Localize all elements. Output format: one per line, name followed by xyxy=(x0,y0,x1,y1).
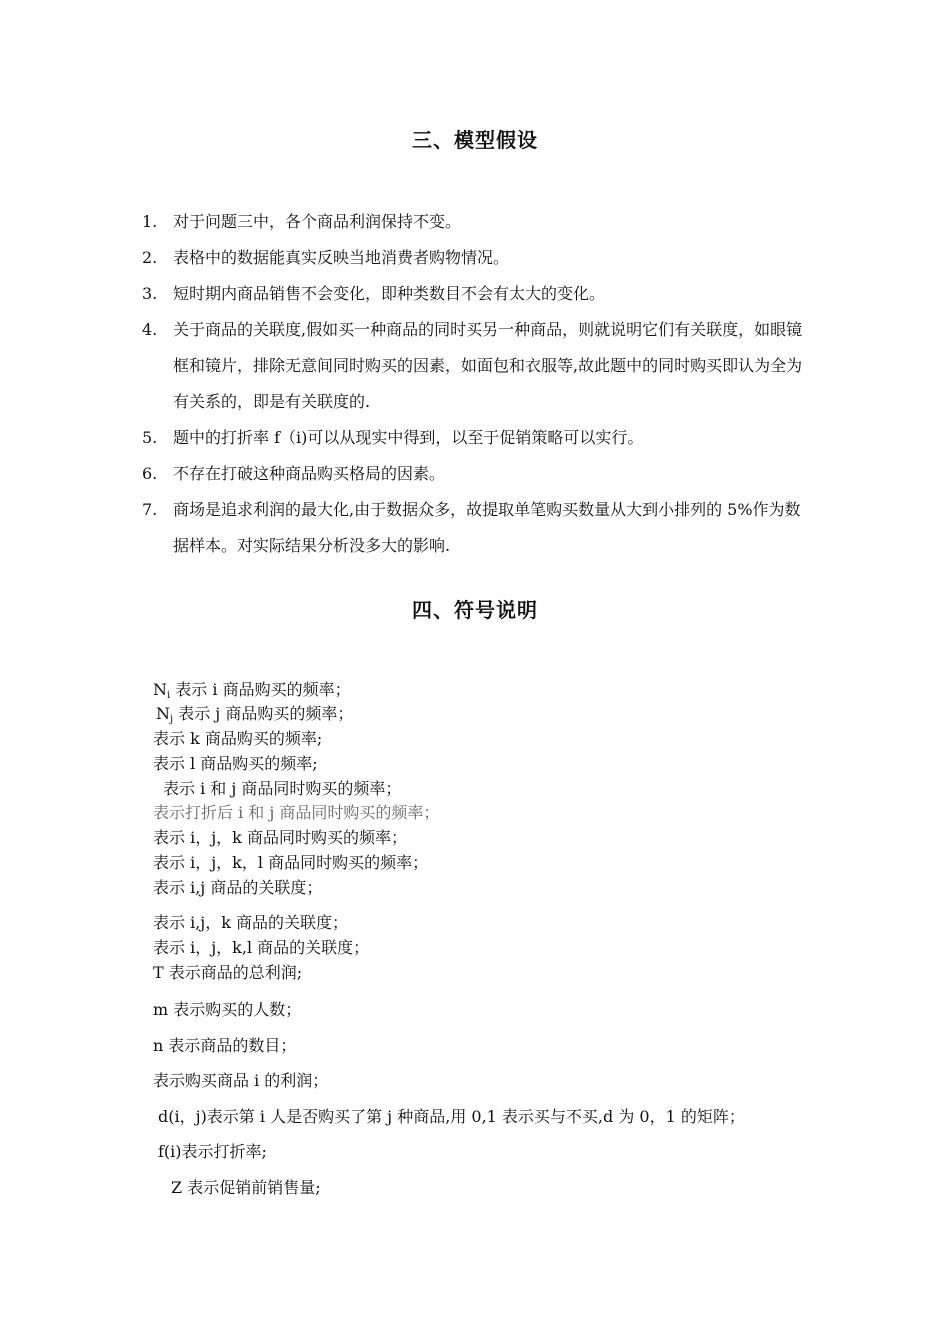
list-item-text: 商场是追求利润的最大化,由于数据众多，故提取单笔购买数量从大到小排列的 5%作为数据样本。对实际结果分析没多大的影响. xyxy=(173,500,801,555)
section-title-model-assumptions: 三、模型假设 xyxy=(412,128,538,152)
list-item-text: 关于商品的关联度,假如买一种商品的同时买另一种商品，则就说明它们有关联度，如眼镜框和镜片，排除无意间同时购买的因素，如面包和衣服等,故此题中的同时购买即认为全为有关系的，即是有关联度的. xyxy=(173,320,803,411)
symbol-nk: 表示 k 商品购买的频率; xyxy=(153,729,323,748)
symbol-main: N xyxy=(156,704,170,723)
symbol-nl: 表示 l 商品购买的频率; xyxy=(153,754,318,773)
list-item-number: 6. xyxy=(142,464,158,483)
list-item-number: 4. xyxy=(142,320,158,339)
symbol-pi: 表示购买商品 i 的利润； xyxy=(153,1071,329,1090)
symbol-main: N xyxy=(153,680,167,699)
symbol-f: f(i)表示打折率; xyxy=(158,1142,267,1161)
symbol-nj xyxy=(156,703,353,731)
symbol-nij: 表示 i 和 j 商品同时购买的频率； xyxy=(163,779,402,798)
list-item-text: 不存在打破这种商品购买格局的因素。 xyxy=(173,464,446,483)
list-item-text: 短时期内商品销售不会变化，即种类数目不会有太大的变化。 xyxy=(173,284,606,303)
symbol-rij: 表示 i,j 商品的关联度； xyxy=(153,878,323,897)
section-title-symbol-description: 四、符号说明 xyxy=(412,598,538,622)
symbol-nijk: 表示 i，j，k 商品同时购买的频率； xyxy=(153,828,407,847)
symbol-rijk: 表示 i,j，k 商品的关联度； xyxy=(153,913,349,932)
symbol-nij-discount: 表示打折后 i 和 j 商品同时购买的频率； xyxy=(153,803,440,822)
symbol-nijkl: 表示 i，j，k，l 商品同时购买的频率； xyxy=(153,853,429,872)
list-item-text: 题中的打折率 f（i)可以从现实中得到，以至于促销策略可以实行。 xyxy=(173,428,644,447)
list-item-number: 3. xyxy=(142,284,158,303)
symbol-subscript: i xyxy=(167,690,171,701)
symbol-m: m 表示购买的人数； xyxy=(153,1000,302,1019)
list-item-number: 2. xyxy=(142,248,158,267)
list-item-text: 对于问题三中，各个商品利润保持不变。 xyxy=(173,212,462,231)
symbol-description: 表示 j 商品购买的频率； xyxy=(173,704,354,723)
symbol-z: Z 表示促销前销售量; xyxy=(171,1178,321,1197)
list-item-number: 7. xyxy=(142,500,158,519)
list-item-number: 5. xyxy=(142,428,158,447)
symbol-subscript: j xyxy=(170,714,174,725)
symbol-d: d(i，j)表示第 i 人是否购买了第 j 种商品,用 0,1 表示买与不买,d 为 0，1 的矩阵； xyxy=(158,1107,745,1126)
symbol-t: T 表示商品的总利润; xyxy=(153,963,303,982)
list-item-number: 1. xyxy=(142,212,158,231)
symbol-rijkl: 表示 i，j，k,l 商品的关联度； xyxy=(153,938,370,957)
symbol-description: 表示 i 商品购买的频率； xyxy=(170,680,351,699)
symbol-n: n 表示商品的数目； xyxy=(153,1036,297,1055)
list-item-text: 表格中的数据能真实反映当地消费者购物情况。 xyxy=(173,248,510,267)
